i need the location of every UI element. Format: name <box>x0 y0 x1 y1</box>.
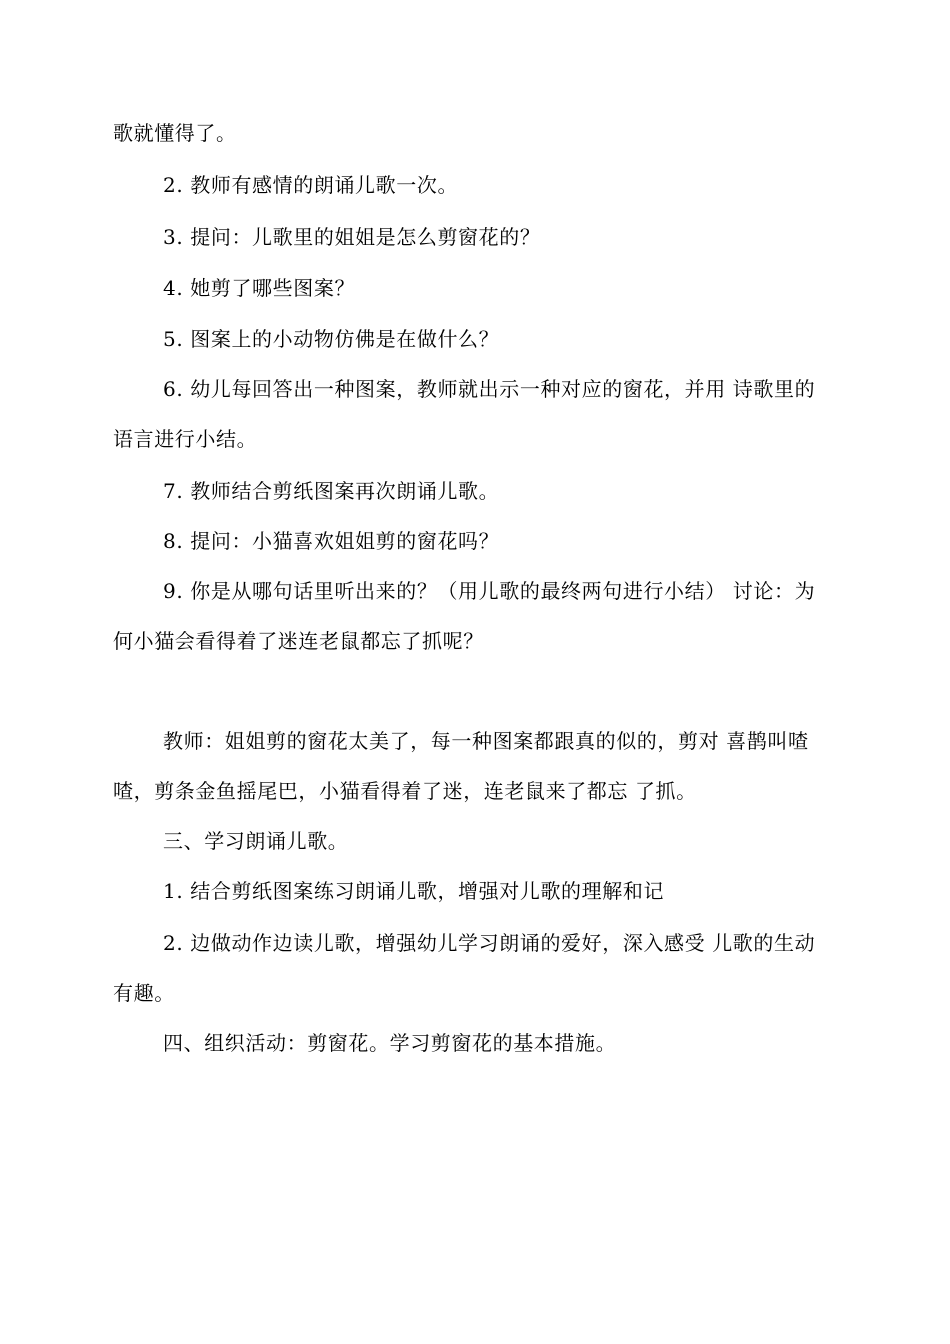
paragraph-step-3: 3. 提问：儿歌里的姐姐是怎么剪窗花的？ <box>163 225 541 249</box>
paragraph-teacher-remark: 教师：姐姐剪的窗花太美了，每一种图案都跟真的似的，剪对 喜鹊叫喳喳，剪条金鱼摇尾巴，小猫看得着了迷，连老鼠来了都忘 了抓。 <box>113 729 809 803</box>
paragraph-step-9: 9. 你是从哪句话里听出来的？（用儿歌的最终两句进行小结） 讨论：为何小猫会看得着了迷连老鼠都忘了抓呢？ <box>113 579 816 653</box>
paragraph-step-5: 5. 图案上的小动物仿佛是在做什么？ <box>163 327 500 351</box>
paragraph-section3-item-2: 2. 边做动作边读儿歌，增强幼儿学习朗诵的爱好，深入感受 儿歌的生动有趣。 <box>113 931 816 1005</box>
section-heading-3: 三、学习朗诵儿歌。 <box>163 829 349 853</box>
paragraph-step-8: 8. 提问：小猫喜欢姐姐剪的窗花吗？ <box>163 529 500 553</box>
paragraph-step-2: 2. 教师有感情的朗诵儿歌一次。 <box>163 173 459 197</box>
section-heading-4: 四、组织活动：剪窗花。学习剪窗花的基本措施。 <box>163 1031 617 1055</box>
paragraph-step-6: 6. 幼儿每回答出一种图案，教师就出示一种对应的窗花，并用 诗歌里的语言进行小结。 <box>113 377 816 451</box>
paragraph-section3-item-1: 1. 结合剪纸图案练习朗诵儿歌，增强对儿歌的理解和记 <box>163 879 665 903</box>
paragraph-step-7: 7. 教师结合剪纸图案再次朗诵儿歌。 <box>163 479 500 503</box>
paragraph-continuation: 歌就懂得了。 <box>113 121 237 145</box>
paragraph-step-4: 4. 她剪了哪些图案？ <box>163 276 356 300</box>
